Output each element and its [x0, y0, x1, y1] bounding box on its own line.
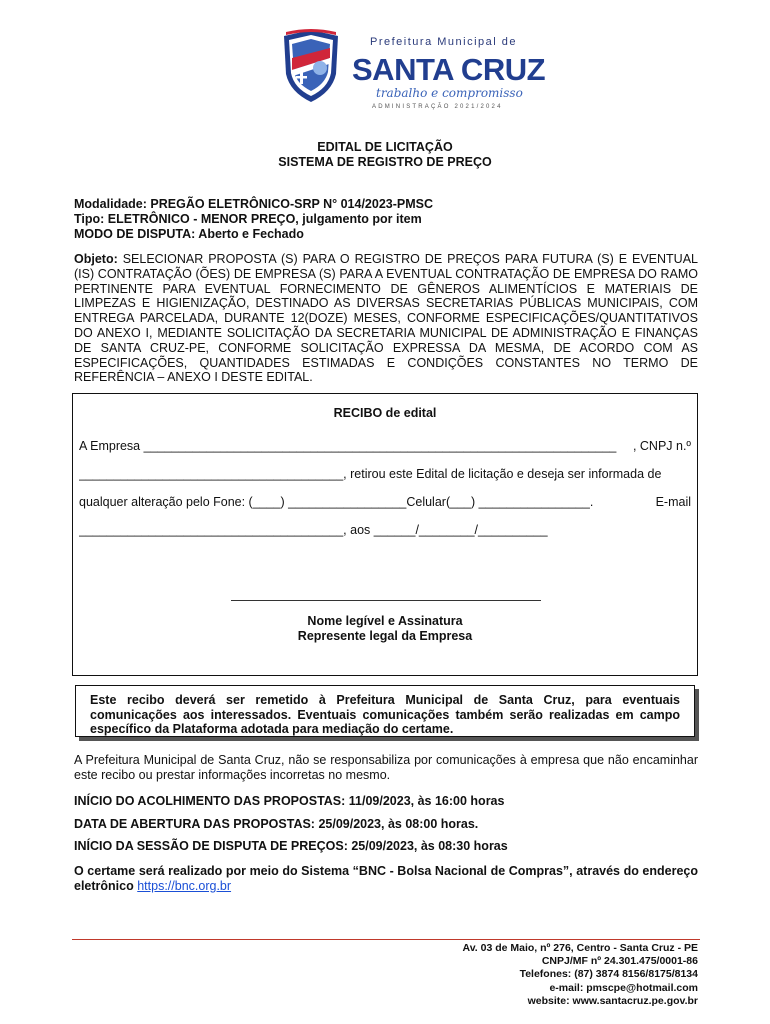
signature-name-label: Nome legível e Assinatura	[307, 614, 463, 628]
cnpj-label: , CNPJ n.º	[632, 439, 691, 453]
footer-contact	[298, 942, 698, 1008]
tipo-line: Tipo: ELETRÔNICO - MENOR PREÇO, julgamento por item	[74, 212, 422, 226]
document-title: EDITAL DE LICITAÇÃO	[317, 140, 453, 154]
modo-line: MODO DE DISPUTA: Aberto e Fechado	[74, 227, 304, 241]
footer-website: website: www.santacruz.pe.gov.br	[527, 994, 698, 1007]
footer-cnpj: CNPJ/MF nº 24.301.475/0001-86	[541, 955, 698, 968]
recibo-title: RECIBO de edital	[333, 406, 437, 420]
objeto-label: Objeto:	[74, 252, 118, 266]
fone-celular-fields[interactable]: qualquer alteração pelo Fone: (____) _________________Celular(___) ________________.	[79, 495, 594, 509]
recibo-box	[72, 393, 698, 676]
footer-address: Av. 03 de Maio, nº 276, Centro - Santa Cruz - PE	[462, 942, 698, 954]
signature-role-label: Represente legal da Empresa	[297, 629, 473, 643]
objeto-paragraph	[74, 252, 698, 385]
sessao-date: INÍCIO DA SESSÃO DE DISPUTA DE PREÇOS: 25/09/2023, às 08:30 horas	[74, 839, 508, 853]
brand-administration: ADMINISTRAÇÃO 2021/2024	[372, 104, 503, 110]
footer-phones: Telefones: (87) 3874 8156/8175/8134	[519, 968, 698, 981]
footer-email: e-mail: pmscpe@hotmail.com	[549, 981, 698, 994]
certame-paragraph	[74, 864, 698, 893]
signature-line[interactable]	[231, 600, 541, 601]
empresa-field[interactable]: A Empresa ____________________________________________________________________	[79, 439, 617, 453]
notice-box: Este recibo deverá ser remetido à Prefeitura Municipal de Santa Cruz, para eventuais comunicações aos interessados. Eventuais comunicações também serão realizadas em campo específico da Plataforma adotada para mediação do certame.	[75, 685, 695, 737]
acolhimento-date: INÍCIO DO ACOLHIMENTO DAS PROPOSTAS: 11/09/2023, às 16:00 horas	[74, 794, 505, 808]
bnc-link[interactable]: https://bnc.org.br	[137, 878, 232, 893]
certame-text: O certame será realizado por meio do Sistema “BNC - Bolsa Nacional de Compras”, através do endereço eletrônico	[74, 864, 698, 893]
objeto-text: SELECIONAR PROPOSTA (S) PARA O REGISTRO DE PREÇOS PARA FUTURA (S) E EVENTUAL (IS) CONTRATAÇÃO (ÕES) DE EMPRESA (S) PARA A EVENTUAL CONTRATAÇÃO DE EMPRESA DO RAMO PERTINENTE PARA EVENTUAL FORNECIMENTO DE GÊNEROS ALIMENTÍCIOS E MATERIAIS DE LIMPEZAS E HIGIENIZAÇÃO, DESTINADO AS DIVERSAS SECRETARIAS PÚBLICAS MUNICIPAIS, COM ENTREGA PARCELADA, DURANTE 12(DOZE) MESES, CONFORME ESPECIFICAÇÕES/QUANTITATIVOS DO ANEXO I, MEDIANTE SOLICITAÇÃO DA SECRETARIA MUNICIPAL DE ADMINISTRAÇÃO E FINANÇAS DE SANTA CRUZ-PE, CONFORME SOLICITAÇÃO EXPRESSA DA MESMA, DE ACORDO COM AS ESPECIFICAÇÕES, QUANTIDADES ESTIMADAS E CONDIÇÕES CONSTANTES NO TERMO DE REFERÊNCIA – ANEXO I DESTE EDITAL.	[74, 252, 698, 385]
brand-slogan: trabalho e compromisso	[376, 86, 523, 100]
modalidade-line: Modalidade: PREGÃO ELETRÔNICO-SRP N° 014/2023-PMSC	[74, 197, 434, 211]
document-subtitle: SISTEMA DE REGISTRO DE PREÇO	[278, 155, 492, 169]
municipal-logo	[280, 28, 546, 118]
abertura-date: DATA DE ABERTURA DAS PROPOSTAS: 25/09/2023, às 08:00 horas.	[74, 817, 479, 831]
recibo-line-empresa	[79, 439, 691, 453]
footer-divider	[72, 939, 700, 940]
email-label: E-mail	[655, 495, 691, 509]
recibo-line-retirou[interactable]: ______________________________________, retirou este Edital de licitação e deseja ser informada de	[79, 467, 662, 481]
disclaimer-paragraph: A Prefeitura Municipal de Santa Cruz, não se responsabiliza por comunicações à empresa que não encaminhar este recibo ou prestar informações incorretas no mesmo.	[74, 753, 698, 782]
brand-main-text: SANTA CRUZ	[352, 52, 546, 87]
recibo-line-data[interactable]: ______________________________________, aos ______/________/__________	[79, 523, 548, 537]
brand-top-text: Prefeitura Municipal de	[370, 36, 518, 48]
recibo-line-contato	[79, 495, 691, 509]
city-crest-icon	[280, 28, 342, 104]
